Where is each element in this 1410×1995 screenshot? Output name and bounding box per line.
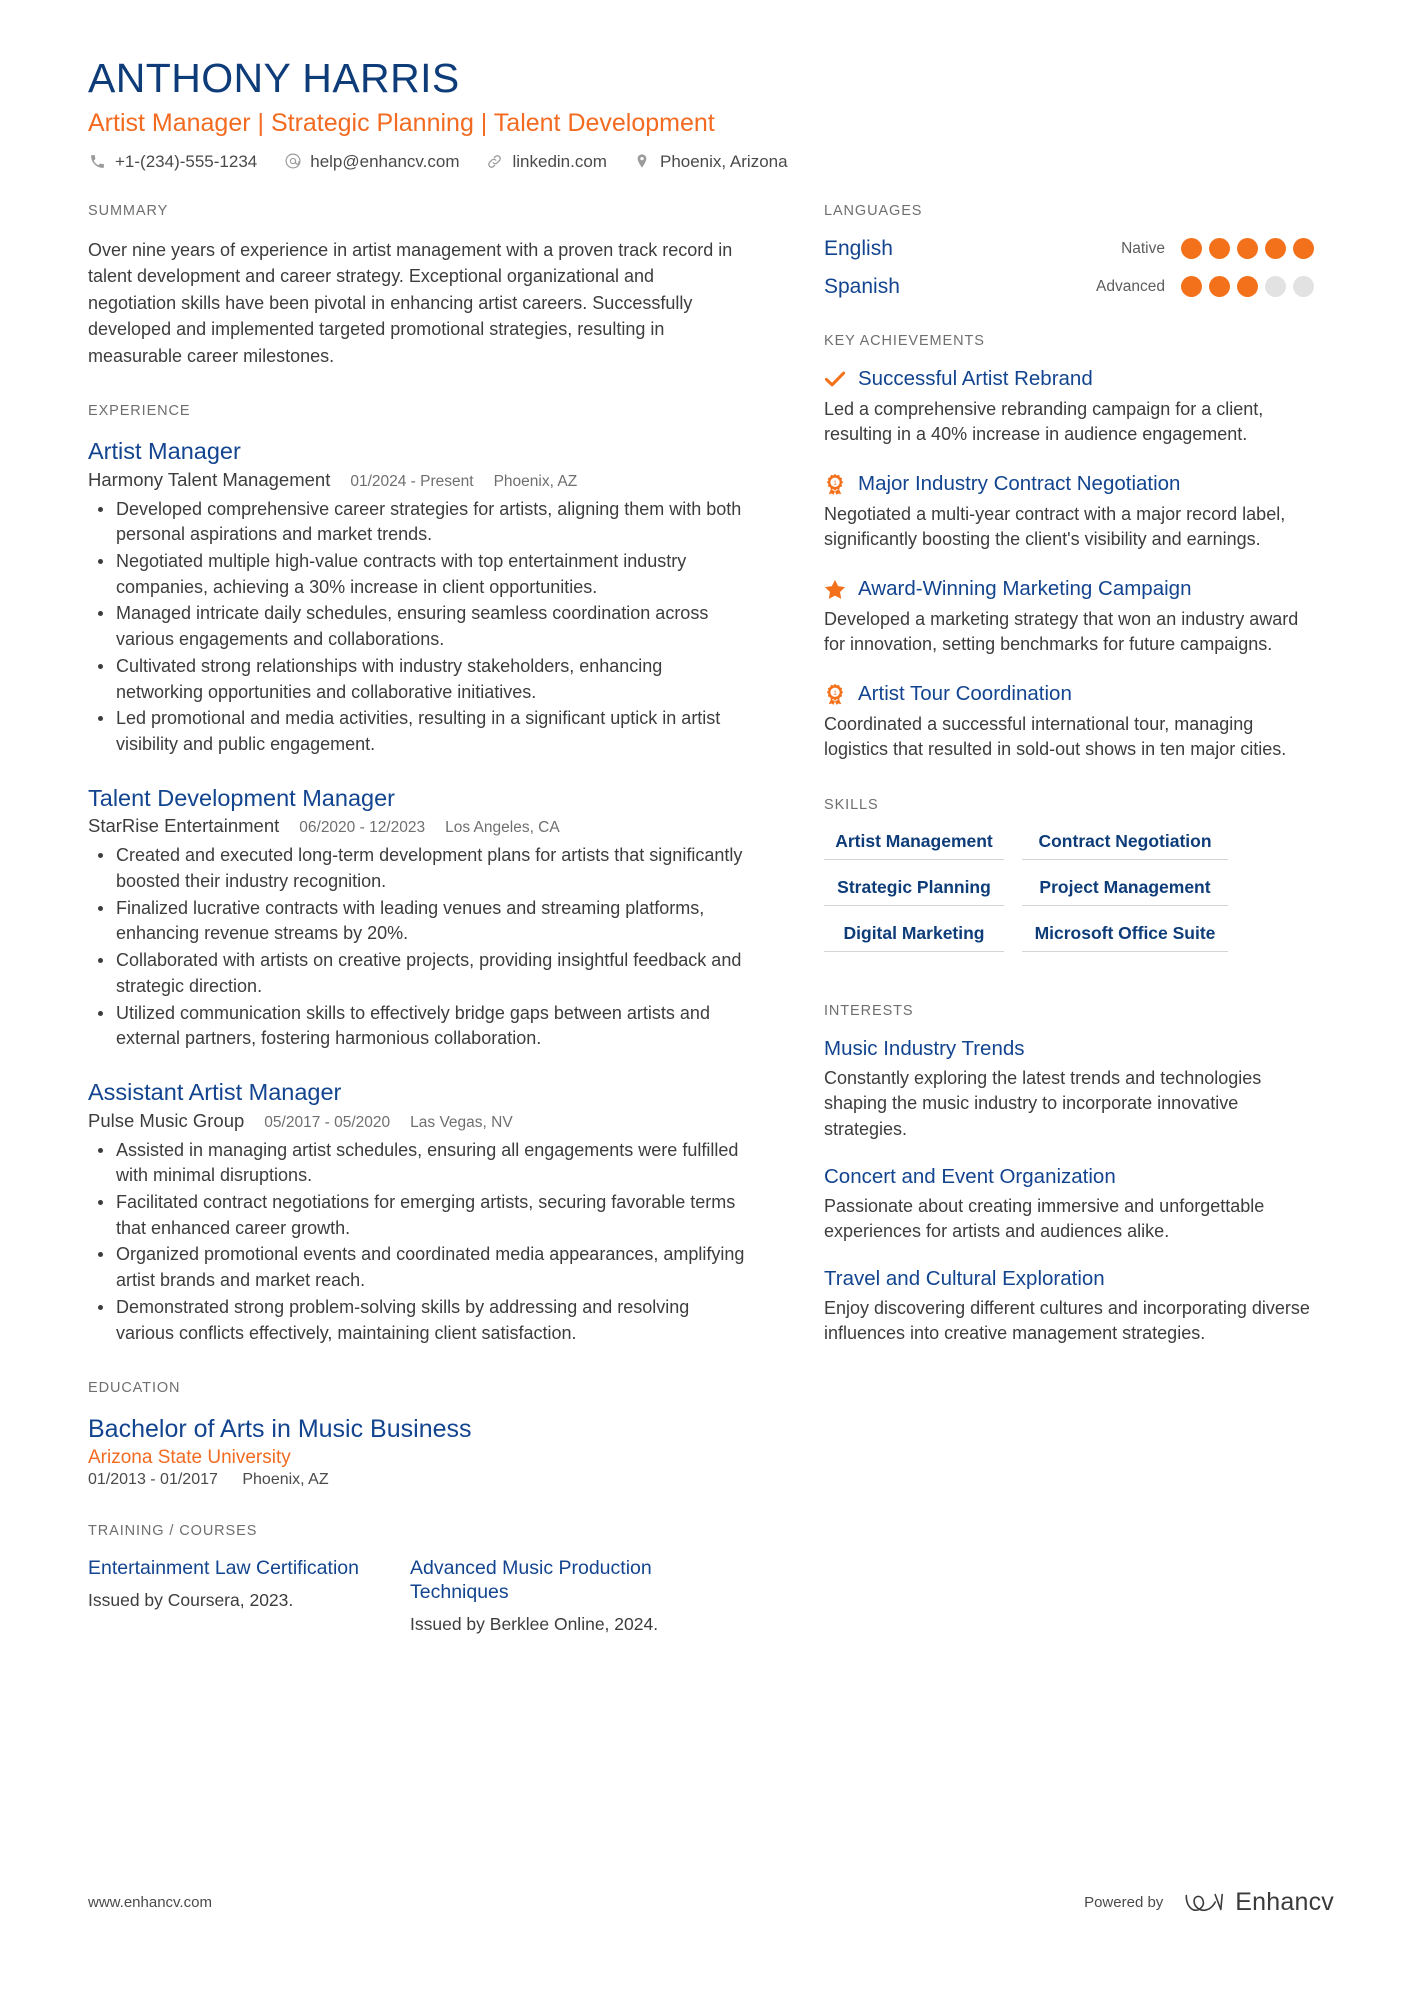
svg-text:1: 1 — [833, 480, 837, 488]
job-bullet: Managed intricate daily schedules, ensuring seamless coordination across various engagements and collaborations. — [114, 601, 746, 652]
interest-title: Music Industry Trends — [824, 1037, 1025, 1061]
rating-dot — [1293, 276, 1314, 297]
job-bullet: Developed comprehensive career strategies for artists, aligning them with both personal aspirations and market trends. — [114, 497, 746, 548]
language-level: Advanced — [1096, 277, 1165, 295]
education-meta — [88, 1471, 746, 1489]
rating-dot — [1181, 276, 1202, 297]
job-dates: 05/2017 - 05/2020 — [264, 1113, 391, 1131]
interest-entry — [824, 1165, 1314, 1245]
rating-dot — [1265, 276, 1286, 297]
interest-desc: Enjoy discovering different cultures and incorporating diverse influences into creative management strategies. — [824, 1297, 1310, 1344]
job-bullet: Demonstrated strong problem-solving skills by addressing and resolving various conflicts effectively, maintaining client satisfaction. — [114, 1295, 746, 1346]
experience-entry — [88, 784, 746, 1052]
education-degree: Bachelor of Arts in Music Business — [88, 1415, 472, 1444]
education-location: Phoenix, AZ — [242, 1471, 329, 1489]
enhancv-logo — [1183, 1888, 1334, 1917]
achievement-title: Major Industry Contract Negotiation — [858, 471, 1181, 495]
job-meta — [88, 1110, 746, 1132]
rating-dot — [1237, 238, 1258, 259]
achievement-desc: Negotiated a multi-year contract with a major record label, significantly boosting the client's visibility and earnings. — [824, 503, 1286, 550]
skill-chip: Artist Management — [824, 831, 1004, 860]
achievement-head — [824, 577, 1314, 602]
education-dates: 01/2013 - 01/2017 — [88, 1471, 218, 1489]
job-bullet: Created and executed long-term development plans for artists that significantly boosted their industry recognition. — [114, 843, 746, 894]
job-location: Las Vegas, NV — [410, 1113, 513, 1131]
achievement-desc: Coordinated a successful international tour, managing logistics that resulted in sold-out shows in ten major cities. — [824, 713, 1287, 760]
job-bullet: Negotiated multiple high-value contracts with top entertainment industry companies, achieving a 30% increase in client opportunities. — [114, 549, 746, 600]
contact-location-text: Phoenix, Arizona — [659, 151, 788, 171]
job-bullet: Utilized communication skills to effectively bridge gaps between artists and external partners, fostering harmonious collaboration. — [114, 1001, 746, 1052]
contact-phone[interactable] — [88, 152, 257, 171]
email-icon — [283, 152, 302, 171]
page-title: ANTHONY HARRIS — [88, 55, 460, 101]
achievement-entry — [824, 367, 1314, 448]
language-row — [824, 237, 1314, 261]
interest-desc: Passionate about creating immersive and unforgettable experiences for artists and audiences alike. — [824, 1195, 1265, 1242]
job-meta — [88, 815, 746, 837]
contact-row — [88, 152, 1334, 171]
language-name: English — [824, 236, 893, 260]
achievement-title: Successful Artist Rebrand — [858, 366, 1093, 390]
training-title: Entertainment Law Certification — [88, 1557, 359, 1580]
section-education — [88, 1380, 746, 1489]
rating-dot — [1181, 238, 1202, 259]
skill-chip: Project Management — [1022, 877, 1228, 906]
page-footer — [88, 1888, 1334, 1917]
section-summary — [88, 203, 746, 369]
interest-entry — [824, 1037, 1314, 1143]
phone-icon — [88, 152, 107, 171]
achievement-title: Artist Tour Coordination — [858, 682, 1072, 706]
language-name: Spanish — [824, 274, 900, 298]
resume-header — [88, 56, 1334, 171]
contact-link-text: linkedin.com — [512, 151, 607, 171]
interest-entry — [824, 1267, 1314, 1347]
training-desc: Issued by Coursera, 2023. — [88, 1590, 294, 1611]
section-label-education: EDUCATION — [88, 1380, 181, 1397]
section-label-interests: INTERESTS — [824, 1003, 914, 1020]
achievement-title: Award-Winning Marketing Campaign — [858, 577, 1192, 601]
experience-entry — [88, 437, 746, 758]
job-meta — [88, 469, 746, 491]
interest-title: Travel and Cultural Exploration — [824, 1267, 1105, 1291]
section-label-skills: SKILLS — [824, 797, 879, 814]
enhancv-wordmark: Enhancv — [1235, 1888, 1334, 1916]
job-bullets — [88, 497, 746, 758]
achievement-head — [824, 367, 1314, 392]
job-title: Artist Manager — [88, 438, 241, 465]
rating-dot — [1209, 276, 1230, 297]
language-row — [824, 275, 1314, 299]
link-icon — [485, 152, 504, 171]
job-bullet: Led promotional and media activities, resulting in a significant uptick in artist visibility and public engagement. — [114, 706, 746, 757]
section-label-languages: LANGUAGES — [824, 202, 923, 219]
job-dates: 01/2024 - Present — [350, 472, 474, 490]
contact-email-text: help@enhancv.com — [310, 151, 460, 171]
experience-entry — [88, 1078, 746, 1346]
section-label-experience: EXPERIENCE — [88, 403, 191, 420]
section-interests — [824, 1003, 1314, 1347]
job-company: Pulse Music Group — [88, 1109, 245, 1131]
section-training — [88, 1523, 746, 1636]
headline-subtitle: Artist Manager | Strategic Planning | Talent Development — [88, 108, 715, 137]
job-location: Los Angeles, CA — [445, 819, 560, 837]
award-ribbon-icon — [824, 683, 846, 705]
achievement-head — [824, 472, 1314, 497]
section-experience — [88, 403, 746, 1346]
resume-body — [88, 203, 1334, 1671]
contact-email[interactable] — [283, 152, 459, 171]
training-desc: Issued by Berklee Online, 2024. — [410, 1613, 659, 1634]
right-column — [824, 203, 1314, 1381]
achievement-desc: Led a comprehensive rebranding campaign for a client, resulting in a 40% increase in audience engagement. — [824, 398, 1264, 445]
training-entry — [88, 1557, 380, 1636]
language-rating-dots — [1181, 238, 1314, 259]
education-school: Arizona State University — [88, 1447, 291, 1469]
interest-desc: Constantly exploring the latest trends and technologies shaping the music industry to incorporate innovative strategies. — [824, 1067, 1262, 1140]
achievement-desc: Developed a marketing strategy that won an industry award for innovation, setting benchmarks for future campaigns. — [824, 608, 1299, 655]
job-bullet: Cultivated strong relationships with industry stakeholders, enhancing networking opportunities and collaborative initiatives. — [114, 654, 746, 705]
location-pin-icon — [633, 152, 652, 171]
contact-link[interactable] — [485, 152, 607, 171]
training-title: Advanced Music Production Techniques — [410, 1557, 652, 1604]
skill-chip: Strategic Planning — [824, 877, 1004, 906]
skill-chip: Microsoft Office Suite — [1022, 923, 1228, 952]
interest-title: Concert and Event Organization — [824, 1164, 1116, 1188]
language-level: Native — [1121, 239, 1165, 257]
skill-chip: Contract Negotiation — [1022, 831, 1228, 860]
svg-text:1: 1 — [833, 690, 837, 698]
achievement-entry — [824, 577, 1314, 658]
section-label-achievements: KEY ACHIEVEMENTS — [824, 332, 985, 349]
job-bullet: Organized promotional events and coordinated media appearances, amplifying artist brands and market reach. — [114, 1242, 746, 1293]
rating-dot — [1209, 238, 1230, 259]
rating-dot — [1237, 276, 1258, 297]
job-bullets — [88, 843, 746, 1052]
contact-location — [633, 152, 788, 171]
skills-grid — [824, 831, 1314, 969]
job-bullet: Assisted in managing artist schedules, ensuring all engagements were fulfilled with minimal disruptions. — [114, 1138, 746, 1189]
rating-dot — [1293, 238, 1314, 259]
job-dates: 06/2020 - 12/2023 — [299, 819, 426, 837]
achievement-head — [824, 682, 1314, 707]
star-icon — [824, 578, 846, 600]
training-grid — [88, 1557, 746, 1636]
footer-powered-label: Powered by — [1084, 1894, 1164, 1911]
footer-url[interactable]: www.enhancv.com — [88, 1894, 212, 1911]
job-company: Harmony Talent Management — [88, 468, 331, 490]
job-company: StarRise Entertainment — [88, 815, 280, 837]
enhancv-mark-icon — [1183, 1889, 1225, 1917]
section-skills — [824, 797, 1314, 969]
job-bullet: Facilitated contract negotiations for emerging artists, securing favorable terms that enhanced career growth. — [114, 1190, 746, 1241]
award-ribbon-icon — [824, 473, 846, 495]
job-title: Assistant Artist Manager — [88, 1079, 342, 1106]
job-bullet: Finalized lucrative contracts with leading venues and streaming platforms, enhancing revenue streams by 20%. — [114, 896, 746, 947]
footer-brand — [1084, 1888, 1334, 1917]
summary-text: Over nine years of experience in artist management with a proven track record in talent development and career strategy. Exceptional organizational and negotiation skills have been pivotal in enhancing artist careers. Successfully developed and implemented targeted promotional strategies, resulting in measurable career milestones. — [88, 239, 733, 366]
language-rating-dots — [1181, 276, 1314, 297]
section-languages — [824, 203, 1314, 299]
training-entry — [410, 1557, 702, 1636]
check-icon — [824, 368, 846, 390]
contact-phone-text: +1-(234)-555-1234 — [115, 151, 258, 171]
job-bullet: Collaborated with artists on creative projects, providing insightful feedback and strategic direction. — [114, 948, 746, 999]
education-entry — [88, 1414, 746, 1489]
job-location: Phoenix, AZ — [493, 472, 578, 490]
achievement-entry — [824, 472, 1314, 553]
section-label-summary: SUMMARY — [88, 202, 169, 219]
section-achievements — [824, 333, 1314, 763]
job-bullets — [88, 1138, 746, 1347]
skill-chip: Digital Marketing — [824, 923, 1004, 952]
job-title: Talent Development Manager — [88, 784, 395, 811]
rating-dot — [1265, 238, 1286, 259]
achievement-entry — [824, 682, 1314, 763]
left-column — [88, 203, 746, 1671]
section-label-training: TRAINING / COURSES — [88, 1523, 258, 1540]
